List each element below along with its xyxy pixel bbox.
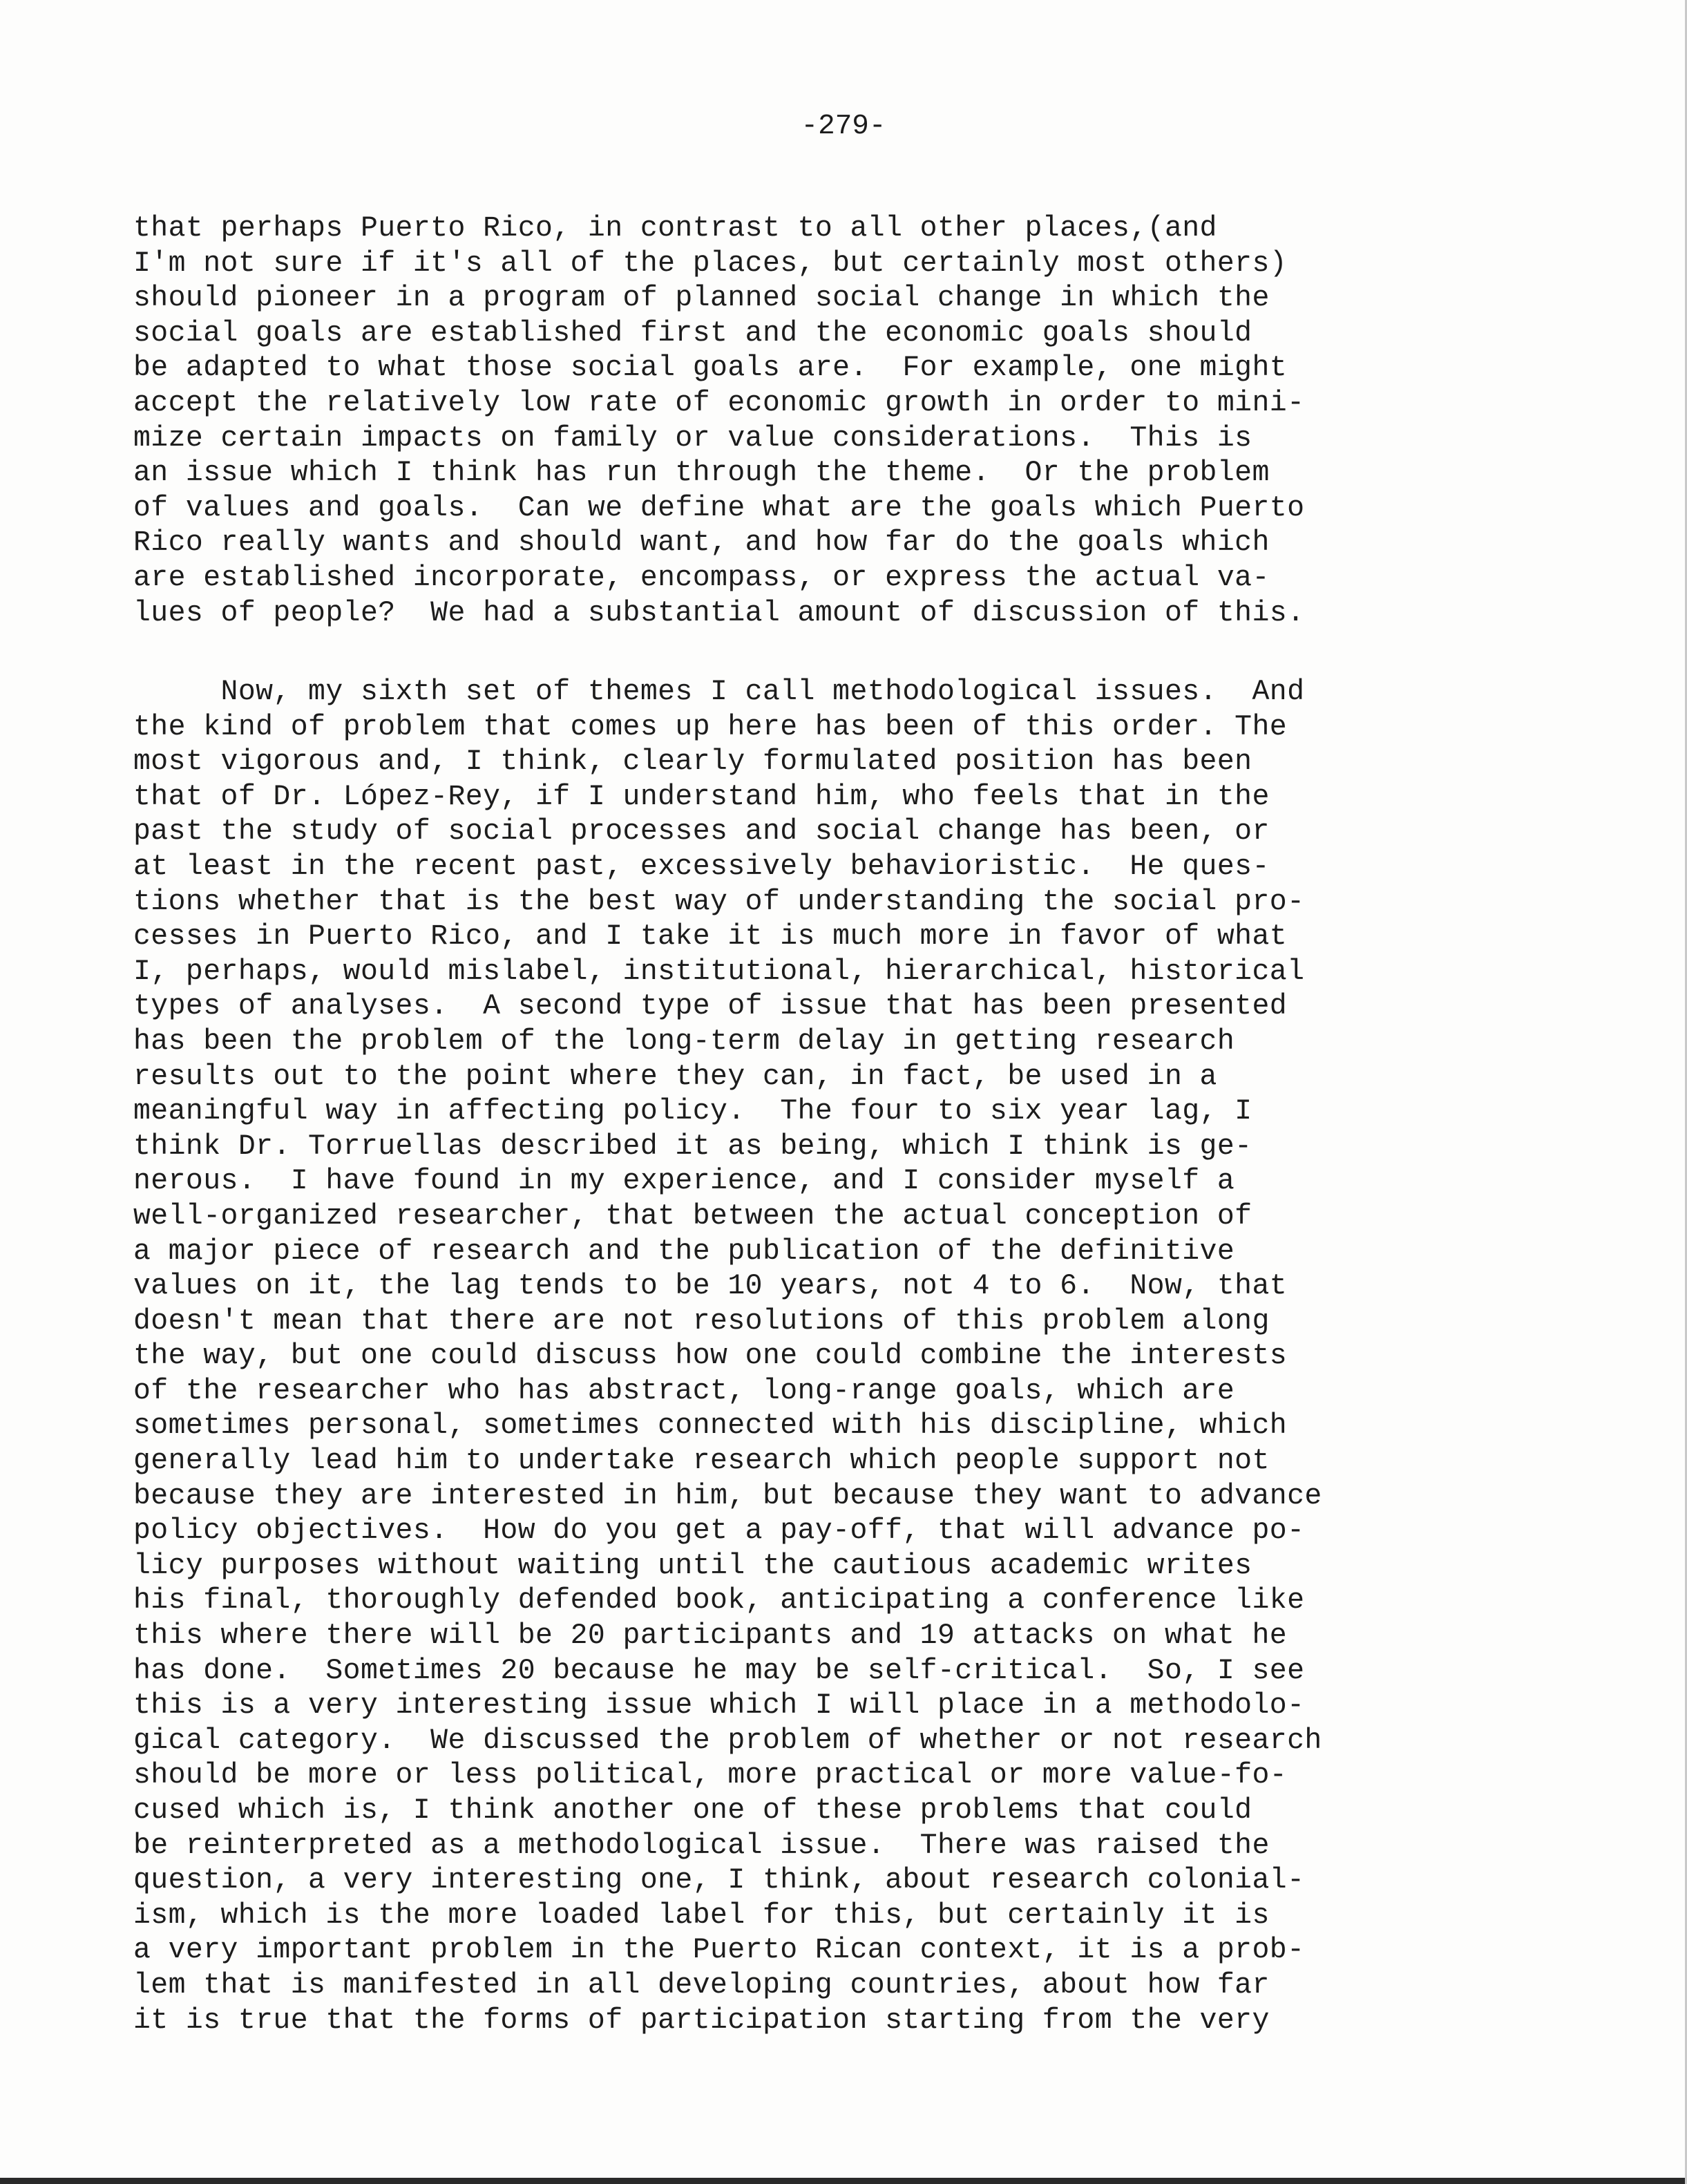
- paragraph-2: Now, my sixth set of themes I call methodological issues. And the kind of problem that comes up here has been of this order. The most vigorous and, I think, clearly formulated position has been that of Dr. López-Rey, if I understand him, who feels that in the past the study of social processes and social change has been, or at least in the recent past, excessively behavioristic. He ques- tions whether that is the best way of understanding the social pro- cesses in Puerto Rico, and I take it is much more in favor of what I, perhaps, would mislabel, institutional, hierarchical, historical types of analyses. A second type of issue that has been presented has been the problem of the long-term delay in getting research results out to the point where they can, in fact, be used in a meaningful way in affecting policy. The four to six year lag, I think Dr. Torruellas described it as being, which I think is ge- nerous. I have found in my experience, and I consider myself a well-organized researcher, that between the actual conception of a major piece of research and the publication of the definitive values on it, the lag tends to be 10 years, not 4 to 6. Now, that doesn't mean that there are not resolutions of this problem along the way, but one could discuss how one could combine the interests of the researcher who has abstract, long-range goals, which are sometimes personal, sometimes connected with his discipline, which generally lead him to undertake research which people support not because they are interested in him, but because they want to advance policy objectives. How do you get a pay-off, that will advance po- licy purposes without waiting until the cautious academic writes his final, thoroughly defended book, anticipating a conference like this where there will be 20 participants and 19 attacks on what he has done. Sometimes 20 because he may be self-critical. So, I see this is a very interesting issue which I will place in a methodolo- gical category. We discussed the problem of whether or not research should be more or less political, more practical or more value-fo- cused which is, I think another one of these problems that could be reinterpreted as a methodological issue. There was raised the question, a very interesting one, I think, about research colonial- ism, which is the more loaded label for this, but certainly it is a very important problem in the Puerto Rican context, it is a prob- lem that is manifested in all developing countries, about how far it is true that the forms of participation starting from the very: [133, 676, 1322, 2037]
- page-number: -279-: [801, 111, 886, 142]
- paragraph-1: that perhaps Puerto Rico, in contrast to all other places,(and I'm not sure if it's all of the places, but certainly most others) should pioneer in a program of planned social change in which the social goals are established first and the economic goals should be adapted to what those social goals are. For example, one might accept the relatively low rate of economic growth in order to mini- mize certain impacts on family or value considerations. This is an issue which I think has run through the theme. Or the problem of values and goals. Can we define what are the goals which Puerto Rico really wants and should want, and how far do the goals which are established incorporate, encompass, or express the actual va- lues of people? We had a substantial amount of discussion of this.: [133, 212, 1305, 629]
- scan-bottom-edge: [0, 2178, 1687, 2184]
